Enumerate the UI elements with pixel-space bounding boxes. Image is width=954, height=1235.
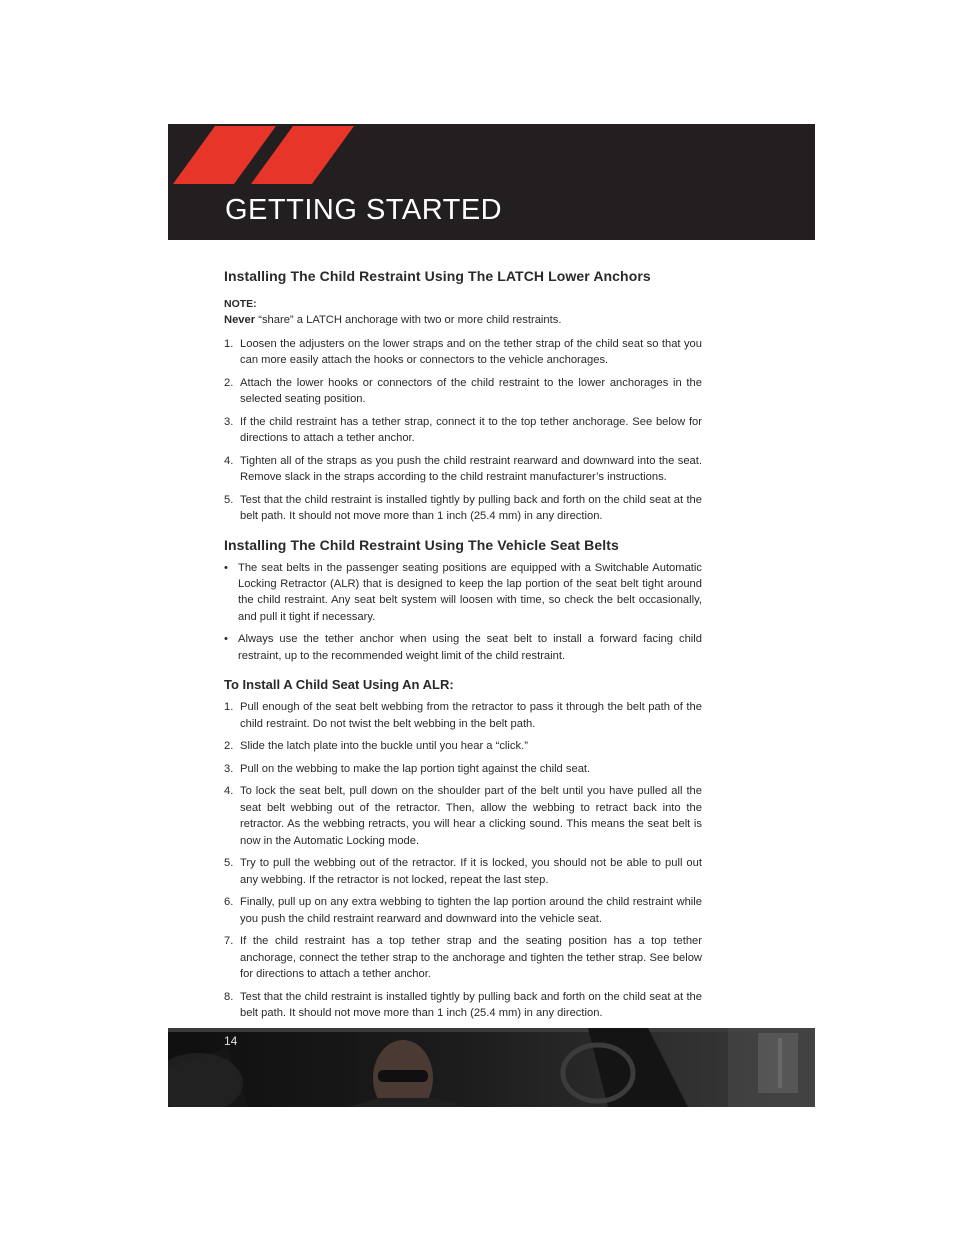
item-text: To lock the seat belt, pull down on the shoulder part of the belt until you have pulled all the seat belt webbing out of the retractor. Then, allow the webbing to retract back into the retractor. As the webbing retracts, you will hear a clicking sound. This means the seat belt is now in the Automatic Locking mode. bbox=[240, 785, 702, 847]
item-number: 2. bbox=[224, 376, 234, 389]
item-text: Pull enough of the seat belt webbing from the retractor to pass it through the belt path of the child restraint. Do not twist the belt webbing in the belt path. bbox=[240, 701, 702, 730]
item-number: 2. bbox=[224, 740, 234, 753]
racing-stripes-logo bbox=[168, 124, 368, 186]
heading-alr: To Install A Child Seat Using An ALR: bbox=[224, 677, 454, 693]
note-body: “share” a LATCH anchorage with two or more child restraints. bbox=[255, 314, 562, 327]
item-text: Test that the child restraint is installed tightly by pulling back and forth on the child seat at the belt path. It should not move more than 1 inch (25.4 mm) in any direction. bbox=[240, 990, 702, 1020]
list-item bbox=[224, 631, 702, 664]
item-text: Finally, pull up on any extra webbing to tighten the lap portion around the child restraint while you push the child restraint rearward and downward into the vehicle seat. bbox=[240, 896, 702, 925]
item-number: 4. bbox=[224, 454, 234, 467]
seat-belt-bullets bbox=[224, 560, 702, 665]
item-text: Attach the lower hooks or connectors of the child restraint to the lower anchorages in the selected seating position. bbox=[240, 376, 702, 406]
heading-seat-belts: Installing The Child Restraint Using The Vehicle Seat Belts bbox=[224, 536, 619, 553]
list-item bbox=[224, 699, 702, 732]
item-text: Try to pull the webbing out of the retractor. If it is locked, you should not be able to pull out any webbing. If the retractor is not locked, repeat the last step. bbox=[240, 857, 702, 886]
list-item bbox=[224, 738, 702, 754]
alr-steps bbox=[224, 699, 702, 1021]
item-number: 6. bbox=[224, 896, 234, 909]
item-number: 8. bbox=[224, 990, 234, 1003]
item-number: 5. bbox=[224, 493, 234, 506]
section-title: GETTING STARTED bbox=[225, 194, 503, 226]
main-content bbox=[224, 268, 702, 1028]
header-band bbox=[168, 124, 815, 240]
item-text: Test that the child restraint is installed tightly by pulling back and forth on the child seat at the belt path. It should not move more than 1 inch (25.4 mm) in any direction. bbox=[240, 493, 702, 523]
list-item bbox=[224, 414, 702, 447]
item-number: 1. bbox=[224, 701, 234, 714]
item-text: Always use the tether anchor when using the seat belt to install a forward facing child restraint, up to the recommended weight limit of the child restraint. bbox=[238, 633, 702, 662]
item-text: Slide the latch plate into the buckle until you hear a “click.” bbox=[240, 740, 528, 753]
item-number: 5. bbox=[224, 857, 234, 870]
list-item bbox=[224, 855, 702, 888]
list-item bbox=[224, 783, 702, 849]
heading-latch: Installing The Child Restraint Using The LATCH Lower Anchors bbox=[224, 268, 651, 284]
note-label: NOTE: bbox=[224, 298, 257, 310]
item-number: 3. bbox=[224, 415, 234, 428]
bullet-mark: • bbox=[224, 633, 228, 646]
item-text: Pull on the webbing to make the lap portion tight against the child seat. bbox=[240, 762, 591, 775]
list-item bbox=[224, 336, 702, 369]
page-number: 14 bbox=[224, 1034, 238, 1048]
footer-band bbox=[168, 1028, 815, 1107]
note-bold: Never bbox=[224, 314, 256, 327]
bullet-mark: • bbox=[224, 561, 228, 574]
item-number: 1. bbox=[224, 337, 234, 350]
item-text: The seat belts in the passenger seating positions are equipped with a Switchable Automatic Locking Retractor (ALR) that is designed to keep the lap portion of the seat belt tight around the child restraint. Any seat belt system will loosen with time, so check the belt occasionally, and pull it tight if necessary. bbox=[238, 561, 702, 623]
list-item bbox=[224, 761, 702, 777]
list-item bbox=[224, 894, 702, 927]
list-item bbox=[224, 560, 702, 626]
item-number: 3. bbox=[224, 762, 234, 775]
driver-photo bbox=[168, 1028, 815, 1107]
item-text: Loosen the adjusters on the lower straps and on the tether strap of the child seat so that you can more easily attach the hooks or connectors to the vehicle anchorages. bbox=[240, 337, 702, 367]
list-item bbox=[224, 453, 702, 486]
item-text: If the child restraint has a tether strap, connect it to the top tether anchorage. See below for directions to attach a tether anchor. bbox=[240, 415, 702, 445]
list-item bbox=[224, 989, 702, 1022]
list-item bbox=[224, 492, 702, 525]
item-text: Tighten all of the straps as you push the child restraint rearward and downward into the seat. Remove slack in the straps according to the child restraint manufacturer’s instructions. bbox=[240, 454, 702, 484]
item-number: 7. bbox=[224, 935, 234, 948]
latch-steps bbox=[224, 336, 702, 525]
list-item bbox=[224, 933, 702, 982]
item-text: If the child restraint has a top tether strap and the seating position has a top tether anchorage, connect the tether strap to the anchorage and tighten the tether strap. See below for directions to attach a tether anchor. bbox=[240, 935, 702, 981]
list-item bbox=[224, 375, 702, 408]
item-number: 4. bbox=[224, 785, 234, 798]
note-text bbox=[224, 312, 702, 328]
